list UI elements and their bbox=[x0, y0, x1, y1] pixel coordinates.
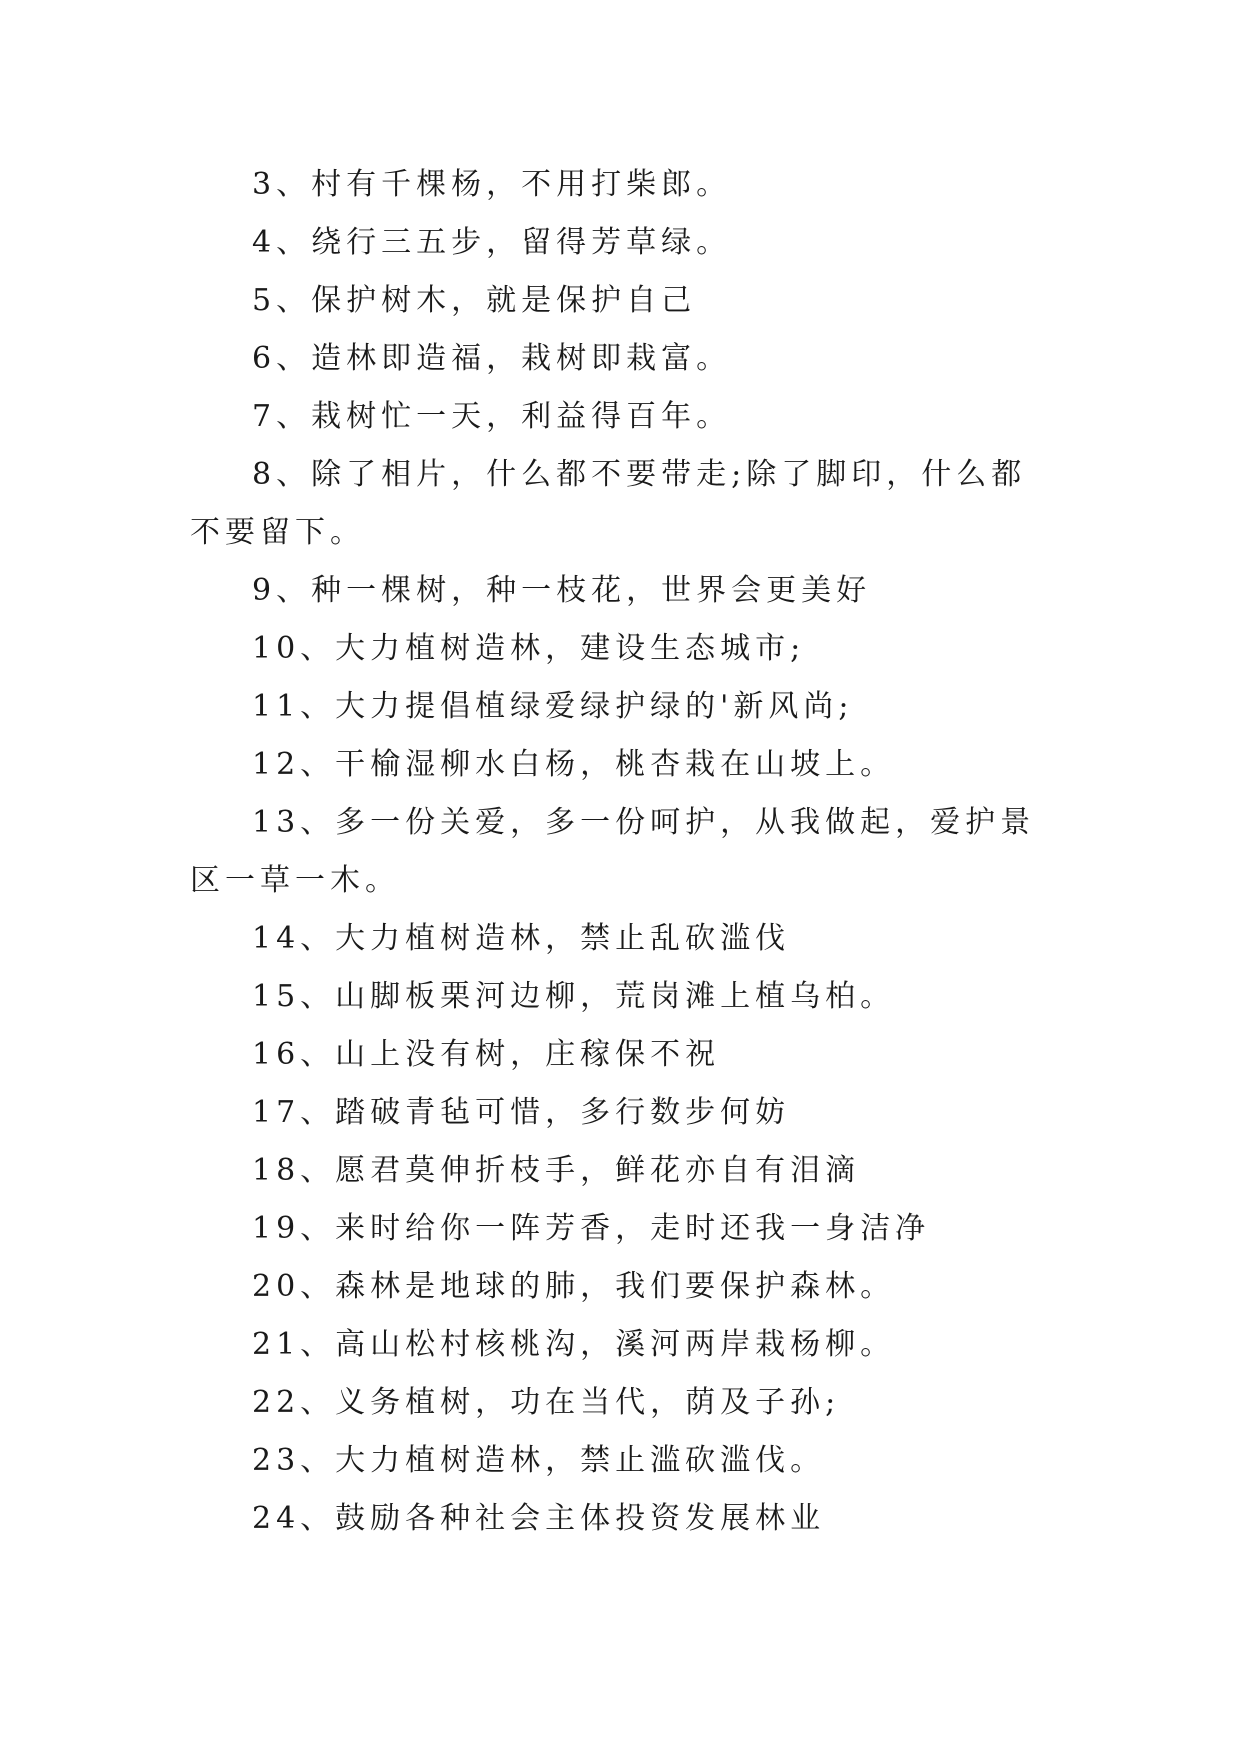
slogan-line-13: 13、多一份关爱，多一份呵护，从我做起，爱护景区一草一木。 bbox=[190, 805, 1036, 898]
slogan-line-20: 20、森林是地球的肺，我们要保护森林。 bbox=[252, 1269, 896, 1304]
slogan-line-21: 21、高山松村核桃沟，溪河两岸栽杨柳。 bbox=[252, 1327, 896, 1362]
slogan-line-10: 10、大力植树造林，建设生态城市; bbox=[252, 631, 806, 666]
slogan-line-4: 4、绕行三五步，留得芳草绿。 bbox=[252, 225, 732, 260]
slogan-line-19: 19、来时给你一阵芳香，走时还我一身洁净 bbox=[252, 1211, 931, 1246]
slogan-line-17: 17、踏破青毡可惜，多行数步何妨 bbox=[252, 1095, 791, 1130]
slogan-line-16: 16、山上没有树，庄稼保不祝 bbox=[252, 1037, 721, 1072]
slogan-line-24: 24、鼓励各种社会主体投资发展林业 bbox=[252, 1501, 826, 1536]
slogan-line-7: 7、栽树忙一天，利益得百年。 bbox=[252, 399, 732, 434]
slogan-line-11: 11、大力提倡植绿爱绿护绿的'新风尚; bbox=[252, 689, 854, 724]
slogan-line-6: 6、造林即造福，栽树即栽富。 bbox=[252, 341, 732, 376]
slogan-line-22: 22、义务植树，功在当代，荫及子孙; bbox=[252, 1385, 841, 1420]
slogan-line-9: 9、种一棵树，种一枝花，世界会更美好 bbox=[252, 573, 872, 608]
slogan-line-14: 14、大力植树造林，禁止乱砍滥伐 bbox=[252, 921, 791, 956]
slogan-line-3: 3、村有千棵杨，不用打柴郎。 bbox=[252, 167, 732, 202]
slogan-line-5: 5、保护树木，就是保护自己 bbox=[252, 283, 697, 318]
slogan-line-12: 12、干榆湿柳水白杨，桃杏栽在山坡上。 bbox=[252, 747, 896, 782]
document-body bbox=[190, 156, 1052, 1548]
slogan-line-18: 18、愿君莫伸折枝手，鲜花亦自有泪滴 bbox=[252, 1153, 861, 1188]
slogan-line-15: 15、山脚板栗河边柳，荒岗滩上植乌柏。 bbox=[252, 979, 896, 1014]
slogan-line-8: 8、除了相片，什么都不要带走;除了脚印，什么都不要留下。 bbox=[190, 457, 1027, 550]
slogan-line-23: 23、大力植树造林，禁止滥砍滥伐。 bbox=[252, 1443, 826, 1478]
